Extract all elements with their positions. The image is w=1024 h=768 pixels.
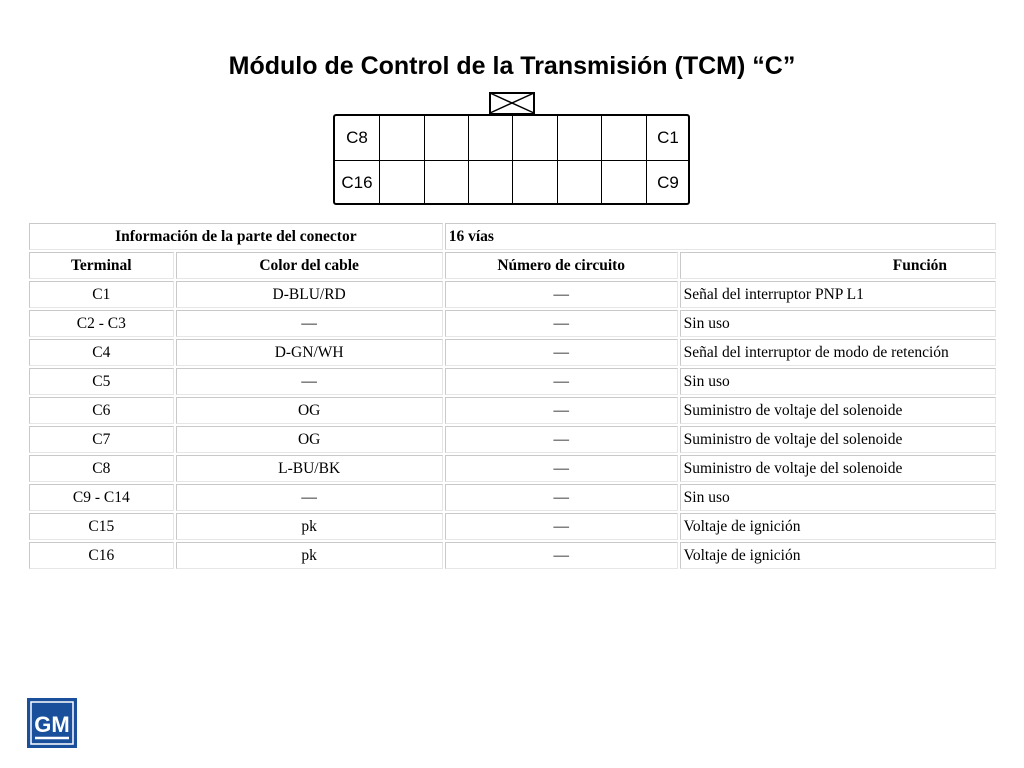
cell-circuit-number: — — [445, 339, 678, 366]
cell-circuit-number: — — [445, 542, 678, 569]
pin-label-bottom-left: C16 — [341, 173, 373, 192]
cell-function: Suministro de voltaje del solenoide — [680, 426, 996, 453]
connector-diagram — [333, 114, 690, 205]
cell-function: Voltaje de ignición — [680, 542, 996, 569]
cell-function: Sin uso — [680, 484, 996, 511]
cell-function: Señal del interruptor PNP L1 — [680, 281, 996, 308]
cell-terminal: C6 — [29, 397, 174, 424]
cell-function: Sin uso — [680, 310, 996, 337]
pin-label-top-left: C8 — [346, 128, 368, 147]
page-title: Módulo de Control de la Transmisión (TCM) “C” — [228, 52, 796, 80]
cell-circuit-number: — — [445, 513, 678, 540]
table-row — [29, 339, 996, 366]
connector-info-table — [27, 221, 998, 571]
cell-circuit-number: — — [445, 368, 678, 395]
cell-wire-color: — — [176, 368, 443, 395]
table-row — [29, 310, 996, 337]
cell-wire-color: D-BLU/RD — [176, 281, 443, 308]
connector-latch-icon — [489, 92, 535, 114]
header-function: Función — [680, 252, 996, 279]
info-value: 16 vías — [445, 223, 996, 250]
cell-wire-color: L-BU/BK — [176, 455, 443, 482]
cell-function: Sin uso — [680, 368, 996, 395]
table-row — [29, 281, 996, 308]
cell-wire-color: pk — [176, 542, 443, 569]
cell-circuit-number: — — [445, 310, 678, 337]
header-wire-color: Color del cable — [176, 252, 443, 279]
cell-wire-color: — — [176, 484, 443, 511]
pin-label-top-right: C1 — [657, 128, 679, 147]
cell-wire-color: pk — [176, 513, 443, 540]
table-row — [29, 397, 996, 424]
svg-text:GM: GM — [34, 712, 70, 737]
cell-terminal: C16 — [29, 542, 174, 569]
cell-terminal: C7 — [29, 426, 174, 453]
table-info-row — [29, 223, 996, 250]
cell-function: Suministro de voltaje del solenoide — [680, 455, 996, 482]
table-row — [29, 484, 996, 511]
cell-circuit-number: — — [445, 426, 678, 453]
table-row — [29, 426, 996, 453]
table-header-row — [29, 252, 996, 279]
gm-logo — [27, 698, 77, 748]
cell-function: Voltaje de ignición — [680, 513, 996, 540]
pin-label-bottom-right: C9 — [657, 173, 679, 192]
cell-terminal: C4 — [29, 339, 174, 366]
cell-wire-color: — — [176, 310, 443, 337]
cell-circuit-number: — — [445, 484, 678, 511]
table-row — [29, 513, 996, 540]
info-label: Información de la parte del conector — [29, 223, 443, 250]
header-circuit-number: Número de circuito — [445, 252, 678, 279]
cell-terminal: C1 — [29, 281, 174, 308]
cell-function: Suministro de voltaje del solenoide — [680, 397, 996, 424]
cell-wire-color: OG — [176, 397, 443, 424]
cell-terminal: C15 — [29, 513, 174, 540]
cell-terminal: C8 — [29, 455, 174, 482]
header-terminal: Terminal — [29, 252, 174, 279]
table-row — [29, 542, 996, 569]
cell-function: Señal del interruptor de modo de retención — [680, 339, 996, 366]
cell-terminal: C9 - C14 — [29, 484, 174, 511]
table-row — [29, 455, 996, 482]
cell-circuit-number: — — [445, 397, 678, 424]
cell-wire-color: D-GN/WH — [176, 339, 443, 366]
table-row — [29, 368, 996, 395]
cell-terminal: C2 - C3 — [29, 310, 174, 337]
cell-wire-color: OG — [176, 426, 443, 453]
cell-terminal: C5 — [29, 368, 174, 395]
cell-circuit-number: — — [445, 455, 678, 482]
cell-circuit-number: — — [445, 281, 678, 308]
